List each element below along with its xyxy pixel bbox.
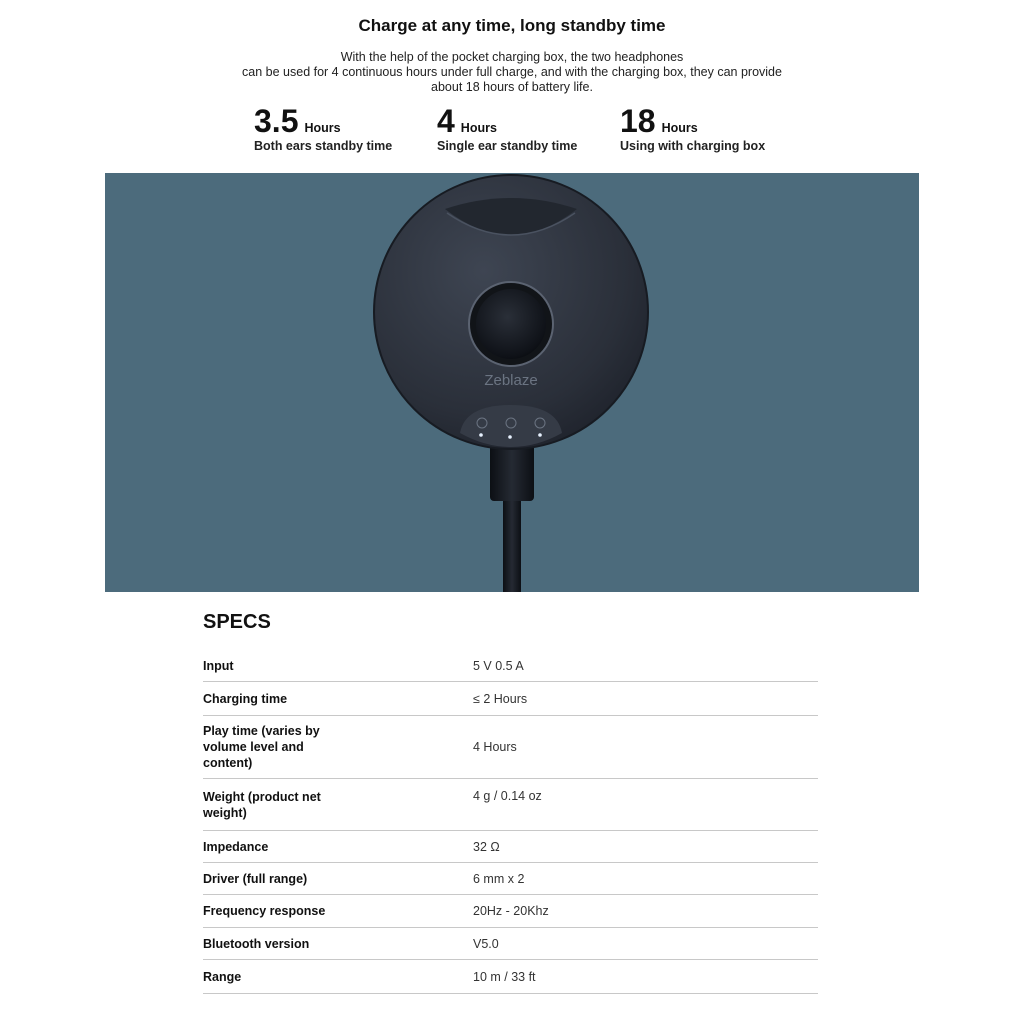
spec-row bbox=[203, 716, 818, 779]
spec-label: Charging time bbox=[203, 691, 288, 706]
led-indicator bbox=[479, 433, 483, 437]
spec-value: V5.0 bbox=[473, 936, 499, 951]
stat-unit: Hours bbox=[661, 121, 698, 135]
intro-line: With the help of the pocket charging box, the two headphones bbox=[340, 50, 684, 64]
stat-both-ears bbox=[254, 104, 392, 153]
spec-row bbox=[203, 960, 818, 994]
intro-line: about 18 hours of battery life. bbox=[431, 80, 593, 94]
led-indicator bbox=[538, 433, 542, 437]
spec-value: 20Hz - 20Khz bbox=[473, 904, 549, 918]
spec-label: Frequency response bbox=[203, 904, 326, 918]
spec-row bbox=[203, 895, 818, 928]
spec-value: 6 mm x 2 bbox=[473, 871, 525, 886]
specs-table bbox=[203, 650, 818, 994]
stat-description: Both ears standby time bbox=[254, 139, 393, 153]
spec-row bbox=[203, 682, 818, 716]
brand-logo: Zeblaze bbox=[484, 372, 538, 389]
spec-value: 10 m / 33 ft bbox=[473, 969, 536, 984]
spec-row bbox=[203, 831, 818, 863]
spec-label: Play time (varies by volume level and content) bbox=[203, 724, 320, 770]
stat-single-ear bbox=[437, 104, 577, 153]
spec-value: 5 V 0.5 A bbox=[473, 658, 524, 673]
spec-label: Impedance bbox=[203, 839, 269, 854]
spec-label: Weight (product net weight) bbox=[203, 790, 321, 820]
product-photo bbox=[105, 173, 919, 592]
intro-text bbox=[180, 50, 844, 95]
spec-label: Range bbox=[203, 969, 242, 984]
led-indicator bbox=[508, 435, 512, 439]
spec-label: Input bbox=[203, 658, 234, 673]
charging-box-illustration bbox=[105, 173, 919, 592]
intro-line: can be used for 4 continuous hours under full charge, and with the charging box, they can provide bbox=[242, 65, 782, 79]
spec-row bbox=[203, 863, 818, 895]
spec-value: 4 g / 0.14 oz bbox=[473, 789, 542, 803]
specs-title: SPECS bbox=[203, 611, 271, 633]
spec-value: 4 Hours bbox=[473, 740, 517, 754]
spec-row bbox=[203, 928, 818, 960]
standby-stats bbox=[0, 104, 1024, 154]
spec-row bbox=[203, 779, 818, 831]
stat-unit: Hours bbox=[460, 121, 497, 135]
stat-number: 18 bbox=[620, 103, 656, 139]
spec-value: ≤ 2 Hours bbox=[473, 691, 528, 706]
stat-number: 3.5 bbox=[254, 103, 299, 139]
stat-number: 4 bbox=[437, 103, 455, 139]
spec-label: Driver (full range) bbox=[203, 871, 308, 886]
spec-value: 32 Ω bbox=[473, 839, 500, 854]
page-title: Charge at any time, long standby time bbox=[358, 16, 666, 35]
stat-description: Using with charging box bbox=[620, 139, 766, 153]
stat-description: Single ear standby time bbox=[437, 139, 578, 153]
spec-label: Bluetooth version bbox=[203, 936, 310, 951]
spec-row bbox=[203, 650, 818, 682]
stat-unit: Hours bbox=[304, 121, 341, 135]
stat-charging-box bbox=[620, 104, 765, 153]
